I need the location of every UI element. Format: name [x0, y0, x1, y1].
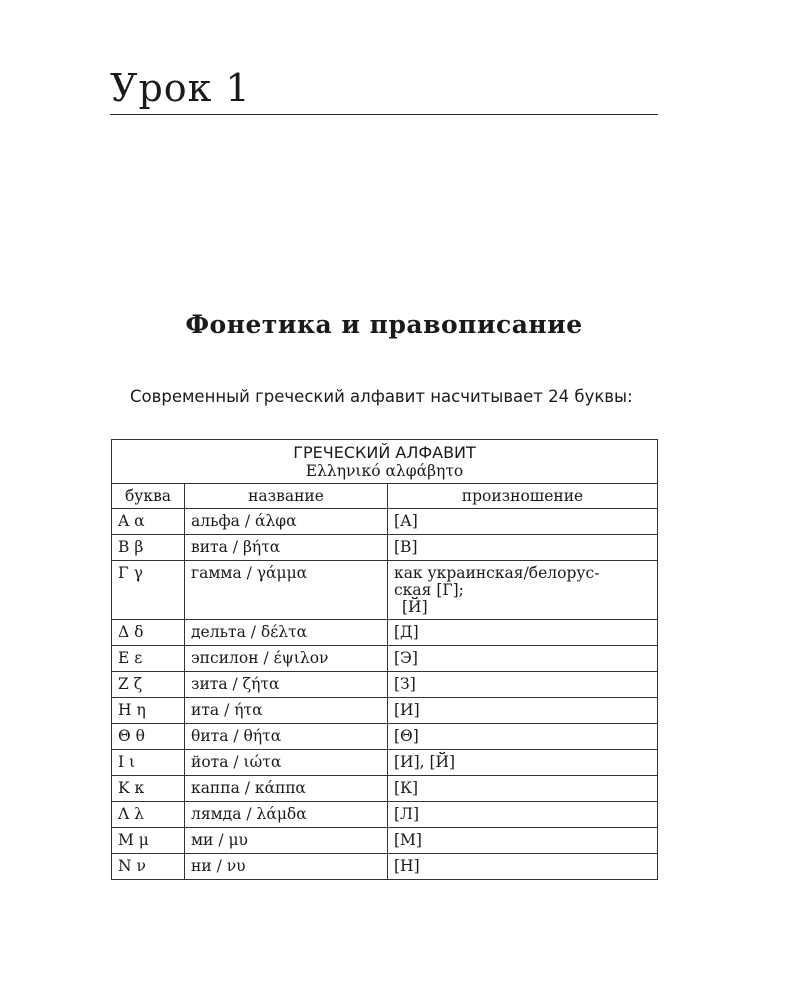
pronunciation-cell — [388, 750, 658, 776]
letter-cell: Ζ ζ — [112, 672, 185, 698]
pronunciation-line: [М] — [394, 831, 422, 849]
table-row — [112, 698, 658, 724]
column-header-pronunciation: произношение — [388, 484, 658, 509]
pronunciation-cell — [388, 509, 658, 535]
name-cell: гамма / γάμμα — [185, 561, 388, 620]
name-cell: альфа / άλφα — [185, 509, 388, 535]
pronunciation-line: [Θ] — [394, 727, 419, 745]
table-row — [112, 561, 658, 620]
name-cell: вита / βήτα — [185, 535, 388, 561]
letter-cell: Κ κ — [112, 776, 185, 802]
table-body — [112, 509, 658, 880]
pronunciation-cell — [388, 776, 658, 802]
column-header-name: название — [185, 484, 388, 509]
pronunciation-line: [И] — [394, 701, 420, 719]
name-cell: ми / μυ — [185, 828, 388, 854]
letter-cell: Ι ι — [112, 750, 185, 776]
table-caption-greek: Ελληνικό αλφάβητο — [305, 462, 464, 480]
table-caption — [112, 440, 658, 484]
pronunciation-line: [Э] — [394, 649, 418, 667]
table-row — [112, 802, 658, 828]
name-cell: лямда / λάμδα — [185, 802, 388, 828]
name-cell: йота / ιώτα — [185, 750, 388, 776]
letter-cell: Ν ν — [112, 854, 185, 880]
pronunciation-line: [Й] — [402, 598, 428, 616]
pronunciation-cell — [388, 698, 658, 724]
pronunciation-cell — [388, 646, 658, 672]
name-cell: каппа / κάππα — [185, 776, 388, 802]
letter-cell: Μ μ — [112, 828, 185, 854]
table-row — [112, 646, 658, 672]
greek-alphabet-table — [111, 439, 658, 880]
table-row — [112, 828, 658, 854]
pronunciation-cell — [388, 672, 658, 698]
pronunciation-line: ская [Г]; — [394, 581, 464, 599]
letter-cell: Η η — [112, 698, 185, 724]
column-header-letter: буква — [112, 484, 185, 509]
pronunciation-line: [З] — [394, 675, 416, 693]
lesson-title: Урок 1 — [110, 66, 251, 110]
title-divider — [110, 114, 658, 115]
table-row — [112, 672, 658, 698]
pronunciation-line: [К] — [394, 779, 419, 797]
pronunciation-line: [А] — [394, 512, 418, 530]
name-cell: дельта / δέλτα — [185, 620, 388, 646]
name-cell: зита / ζήτα — [185, 672, 388, 698]
table-row — [112, 776, 658, 802]
table-row — [112, 509, 658, 535]
pronunciation-cell — [388, 620, 658, 646]
table-row — [112, 620, 658, 646]
section-heading: Фонетика и правописание — [185, 310, 583, 339]
intro-paragraph: Современный греческий алфавит насчитывает 24 буквы: — [130, 386, 633, 406]
pronunciation-cell — [388, 802, 658, 828]
table-header-row — [112, 484, 658, 509]
table-row — [112, 535, 658, 561]
pronunciation-line: [Л] — [394, 805, 420, 823]
table-caption-title: ГРЕЧЕСКИЙ АЛФАВИТ — [293, 443, 476, 462]
pronunciation-line: [Д] — [394, 623, 419, 641]
name-cell: ита / ήτα — [185, 698, 388, 724]
name-cell: θита / θήτα — [185, 724, 388, 750]
letter-cell: Λ λ — [112, 802, 185, 828]
letter-cell: Θ θ — [112, 724, 185, 750]
letter-cell: Ε ε — [112, 646, 185, 672]
name-cell: ни / νυ — [185, 854, 388, 880]
pronunciation-line: как украинская/белорус- — [394, 564, 600, 582]
letter-cell: Γ γ — [112, 561, 185, 620]
pronunciation-line: [В] — [394, 538, 418, 556]
letter-cell: Β β — [112, 535, 185, 561]
table-row — [112, 724, 658, 750]
pronunciation-cell — [388, 535, 658, 561]
pronunciation-cell — [388, 561, 658, 620]
letter-cell: Α α — [112, 509, 185, 535]
letter-cell: Δ δ — [112, 620, 185, 646]
table-row — [112, 750, 658, 776]
pronunciation-cell — [388, 854, 658, 880]
pronunciation-cell — [388, 724, 658, 750]
table-row — [112, 854, 658, 880]
name-cell: эпсилон / έψιλον — [185, 646, 388, 672]
pronunciation-line: [Н] — [394, 857, 420, 875]
pronunciation-cell — [388, 828, 658, 854]
pronunciation-line: [И], [Й] — [394, 753, 456, 771]
